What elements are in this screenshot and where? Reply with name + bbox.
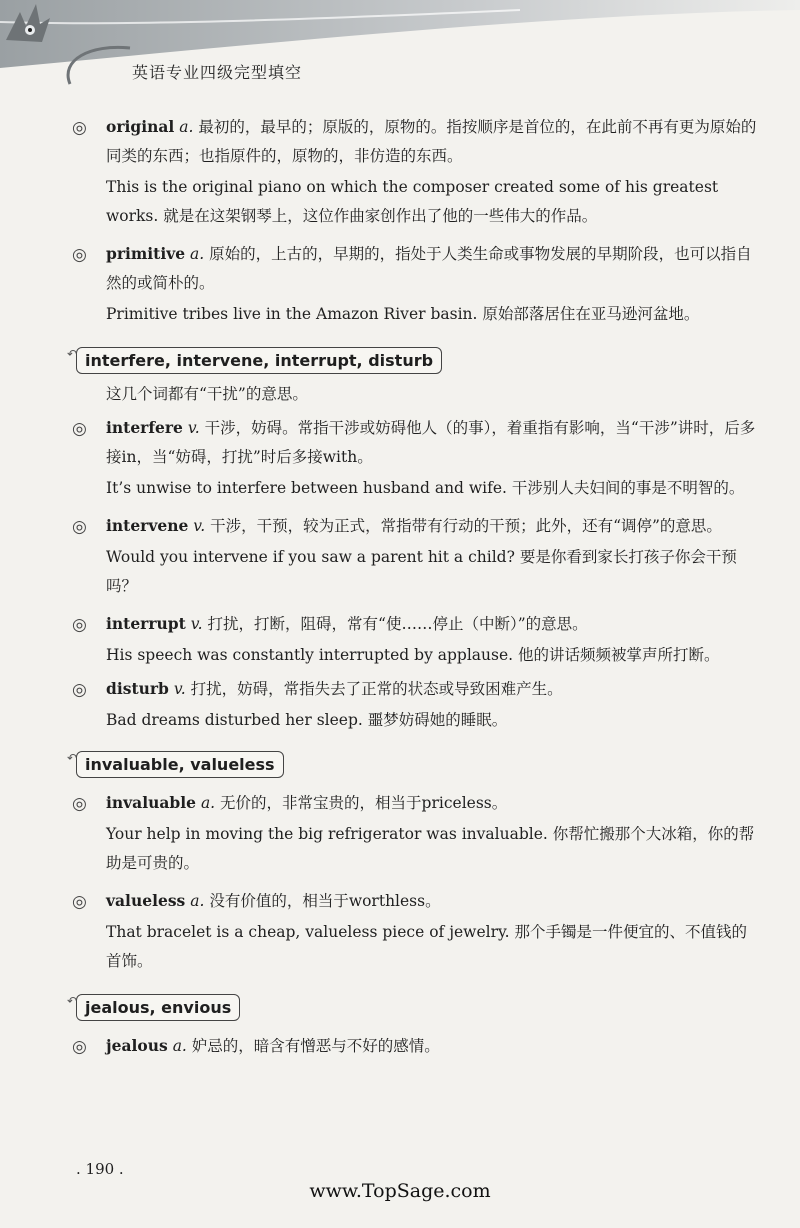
entry-definition: 没有价值的，相当于worthless。 [209,892,441,910]
bullet-icon: ◎ [72,794,87,814]
part-of-speech: a. [200,794,216,812]
entry-example: Your help in moving the big refrigerator was invaluable. 你帮忙搬那个大冰箱，你的帮助是可贵的。 [106,825,755,872]
part-of-speech: v. [187,419,200,437]
curl-icon: ↶ [67,994,78,1008]
section-heading: ↶ interfere, intervene, interrupt, disturb [76,347,442,374]
entry-jealous [72,1031,762,1061]
entry-example: His speech was constantly interrupted by applause. 他的讲话频频被掌声所打断。 [106,646,720,664]
entry-interrupt [72,609,762,670]
bullet-icon: ◎ [72,680,87,700]
entry-definition: 原始的，上古的，早期的，指处于人类生命或事物发展的早期阶段，也可以指自然的或简朴的。 [106,245,752,292]
part-of-speech: a. [190,245,205,263]
section-heading: ↶ jealous, envious [76,994,240,1021]
entry-word: disturb [106,679,169,698]
entry-example: Primitive tribes live in the Amazon River basin. 原始部落居住在亚马逊河盆地。 [106,305,700,323]
curl-icon: ↶ [67,751,78,765]
curl-icon: ↶ [67,347,78,361]
part-of-speech: v. [193,517,206,535]
entry-definition: 无价的，非常宝贵的，相当于priceless。 [220,794,508,812]
entry-disturb [72,674,762,735]
page-header [0,0,800,96]
entry-example: It’s unwise to interfere between husband and wife. 干涉别人夫妇间的事是不明智的。 [106,479,745,497]
part-of-speech: v. [190,615,203,633]
entry-example: Would you intervene if you saw a parent hit a child? 要是你看到家长打孩子你会干预吗？ [106,548,737,595]
part-of-speech: a. [179,118,194,136]
part-of-speech: a. [190,892,205,910]
entry-example: That bracelet is a cheap, valueless piece of jewelry. 那个手镯是一件便宜的、不值钱的首饰。 [106,923,748,970]
header-decoration [0,0,800,96]
page-content [0,112,800,1061]
section-note: 这几个词都有“干扰”的意思。 [106,385,308,403]
entry-invaluable [72,788,762,878]
entry-definition: 最初的，最早的；原版的，原物的。指按顺序是首位的，在此前不再有更为原始的同类的东西；也指原件的，原物的，非仿造的东西。 [106,118,757,165]
page-number: . 190 . [76,1160,124,1178]
mascot-icon [0,0,54,50]
entry-definition: 妒忌的，暗含有憎恶与不好的感情。 [191,1037,440,1055]
entry-word: interrupt [106,614,186,633]
bullet-icon: ◎ [72,615,87,635]
entry-example: This is the original piano on which the composer created some of his greatest works. 就是在这架钢琴上，这位作曲家创作出了他的一些伟大的作品。 [106,178,719,225]
header-title: 英语专业四级完型填空 [132,63,303,82]
entry-definition: 打扰，妨碍，常指失去了正常的状态或导致困难产生。 [190,680,563,698]
part-of-speech: v. [173,680,186,698]
entry-original [72,112,762,231]
entry-valueless [72,886,762,976]
entry-intervene [72,511,762,601]
entry-word: jealous [106,1036,168,1055]
entry-word: interfere [106,418,183,437]
bullet-icon: ◎ [72,118,87,138]
part-of-speech: a. [172,1037,187,1055]
entry-word: primitive [106,244,186,263]
entry-word: original [106,117,175,136]
footer-url[interactable]: www.TopSage.com [309,1180,491,1202]
bullet-icon: ◎ [72,245,87,265]
bullet-icon: ◎ [72,1037,87,1057]
entry-word: valueless [106,891,186,910]
entry-word: intervene [106,516,189,535]
entry-definition: 干涉，妨碍。常指干涉或妨碍他人（的事），着重指有影响，当“干涉”讲时，后多接in，当“妨碍，打扰”时后多接with。 [106,419,756,466]
entry-interfere [72,413,762,503]
entry-example: Bad dreams disturbed her sleep. 噩梦妨碍她的睡眠。 [106,711,508,729]
section-heading: ↶ invaluable, valueless [76,751,284,778]
entry-definition: 干涉，干预，较为正式，常指带有行动的干预；此外，还有“调停”的意思。 [210,517,722,535]
bullet-icon: ◎ [72,517,87,537]
entry-primitive [72,239,762,329]
entry-definition: 打扰，打断，阻碍，常有“使……停止（中断）”的意思。 [207,615,588,633]
entry-word: invaluable [106,793,196,812]
bullet-icon: ◎ [72,419,87,439]
bullet-icon: ◎ [72,892,87,912]
